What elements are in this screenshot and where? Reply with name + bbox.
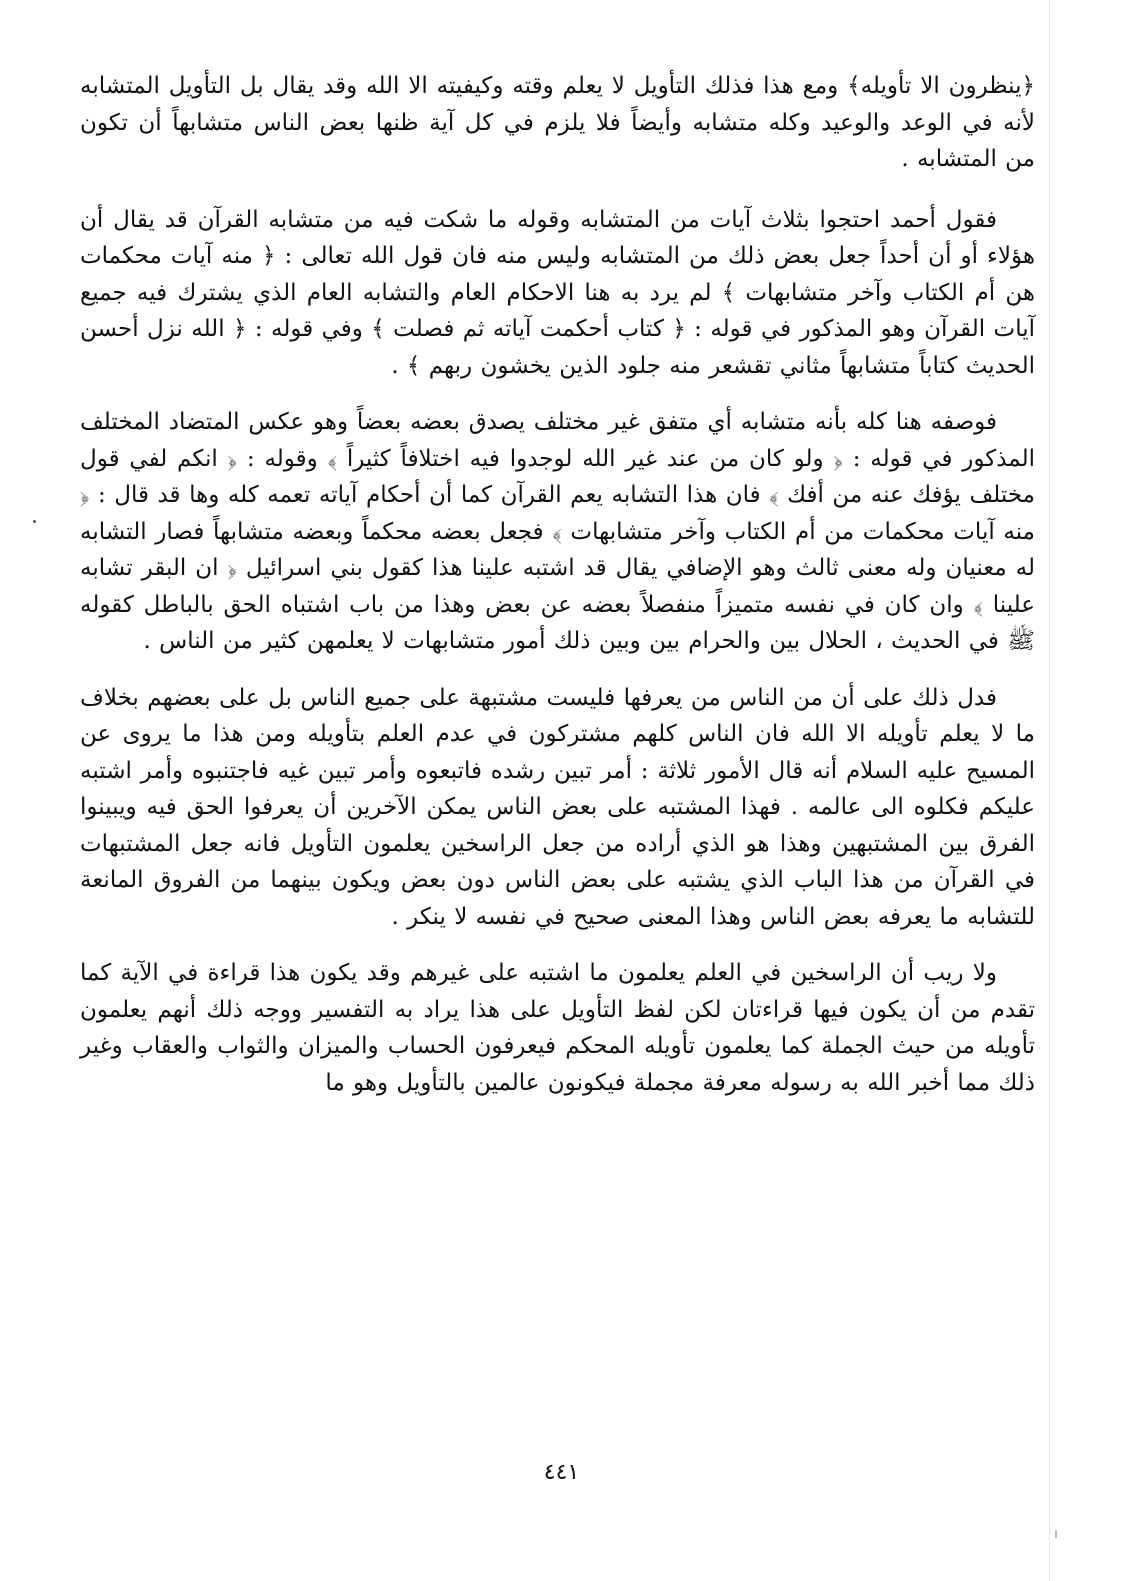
paragraph-5: ولا ريب أن الراسخين في العلم يعلمون ما اشتبه على غيرهم وقد يكون هذا قراءة في الآية كما تقدم من أن يكون فيها قراءتان لكن لفظ التأويل على هذا يراد به التفسير ووجه ذلك أنهم يعلمون تأويله من حيث الجملة كما يعلمون تأويله المحكم فيعرفون الحساب والميزان والثواب والعقاب وغير ذلك مما أخبر الله به رسوله معرفة مجملة فيكونون عالمين بالتأويل وهو ما <box>80 960 1035 1096</box>
page-margin-line <box>1049 0 1050 1581</box>
paragraph-spacer <box>80 384 1035 404</box>
paragraph-3: فوصفه هنا كله بأنه متشابه أي متفق غير مختلف يصدق بعضه بعضاً وهو عكس المتضاد المختلف المذكور في قوله : ﴿ ولو كان من عند غير الله لوجدوا فيه اختلافاً كثيراً ﴾ وقوله : ﴿ انكم لفي قول مختلف يؤفك عنه من أفك ﴾ فان هذا التشابه يعم القرآن كما أن أحكام آياته تعمه كله وها قد قال : ﴿ منه آيات محكمات من أم الكتاب وآخر متشابهات ﴾ فجعل بعضه محكماً وبعضه متشابهاً فصار التشابه له معنيان وله معنى ثالث وهو الإضافي يقال قد اشتبه علينا هذا كقول بني اسرائيل ﴿ ان البقر تشابه علينا ﴾ وان كان في نفسه متميزاً منفصلاً بعضه عن بعض وهذا من باب اشتباه الحق بالباطل كقوله ﷺ في الحديث ، الحلال بين والحرام بين وبين ذلك أمور متشابهات لا يعلمهن كثير من الناس . <box>80 409 1035 654</box>
scan-speck <box>1055 1530 1057 1538</box>
paragraph-2: فقول أحمد احتجوا بثلاث آيات من المتشابه وقوله ما شكت فيه من متشابه القرآن قد يقال أن هؤلاء أو أن أحداً جعل بعض ذلك من المتشابه وليس منه فان قول الله تعالى : ﴿ منه آيات محكمات هن أم الكتاب وآخر متشابهات ﴾ لم يرد به هنا الاحكام العام والتشابه العام الذي يشترك فيه جميع آيات القرآن وهو المذكور في قوله : ﴿ كتاب أحكمت آياته ثم فصلت ﴾ وفي قوله : ﴿ الله نزل أحسن الحديث كتاباً متشابهاً مثاني تقشعر منه جلود الذين يخشون ربهم ﴾ . <box>80 206 1035 379</box>
paragraph-1: ﴿ينظرون الا تأويله﴾ ومع هذا فذلك التأويل لا يعلم وقته وكيفيته الا الله وقد يقال بل التأويل المتشابه لأنه في الوعد والوعيد وكله متشابه وأيضاً فلا يلزم في كل آية ظنها بعض الناس متشابهاً أن تكون من المتشابه . <box>80 73 1035 172</box>
paragraph-4: فدل ذلك على أن من الناس من يعرفها فليست مشتبهة على جميع الناس بل على بعضهم بخلاف ما لا يعلم تأويله الا الله فان الناس كلهم مشتركون في عدم العلم بتأويله ومن هذا ما يروى عن المسيح عليه السلام أنه قال الأمور ثلاثة : أمر تبين رشده فاتبعوه وأمر تبين غيه فاجتنبوه وأمر اشتبه عليكم فكلوه الى عالمه . فهذا المشتبه على بعض الناس يمكن الآخرين أن يعرفوا الحق فيه ويبينوا الفرق بين المشتبهين وهذا هو الذي أراده من جعل الراسخين يعلمون التأويل فانه جعل المشتبهات في القرآن من هذا الباب الذي يشتبه على بعض الناس دون بعض ويكون بينهما من الفروق المانعة للتشابه ما يعرفه بعض الناس وهذا المعنى صحيح في نفسه لا ينكر . <box>80 684 1035 930</box>
scan-speck <box>33 520 36 523</box>
page-number: ٤٤١ <box>543 1460 580 1485</box>
paragraph-spacer <box>80 660 1035 680</box>
book-page <box>80 68 1035 1458</box>
paragraph-spacer <box>80 178 1035 202</box>
paragraph-spacer <box>80 935 1035 955</box>
